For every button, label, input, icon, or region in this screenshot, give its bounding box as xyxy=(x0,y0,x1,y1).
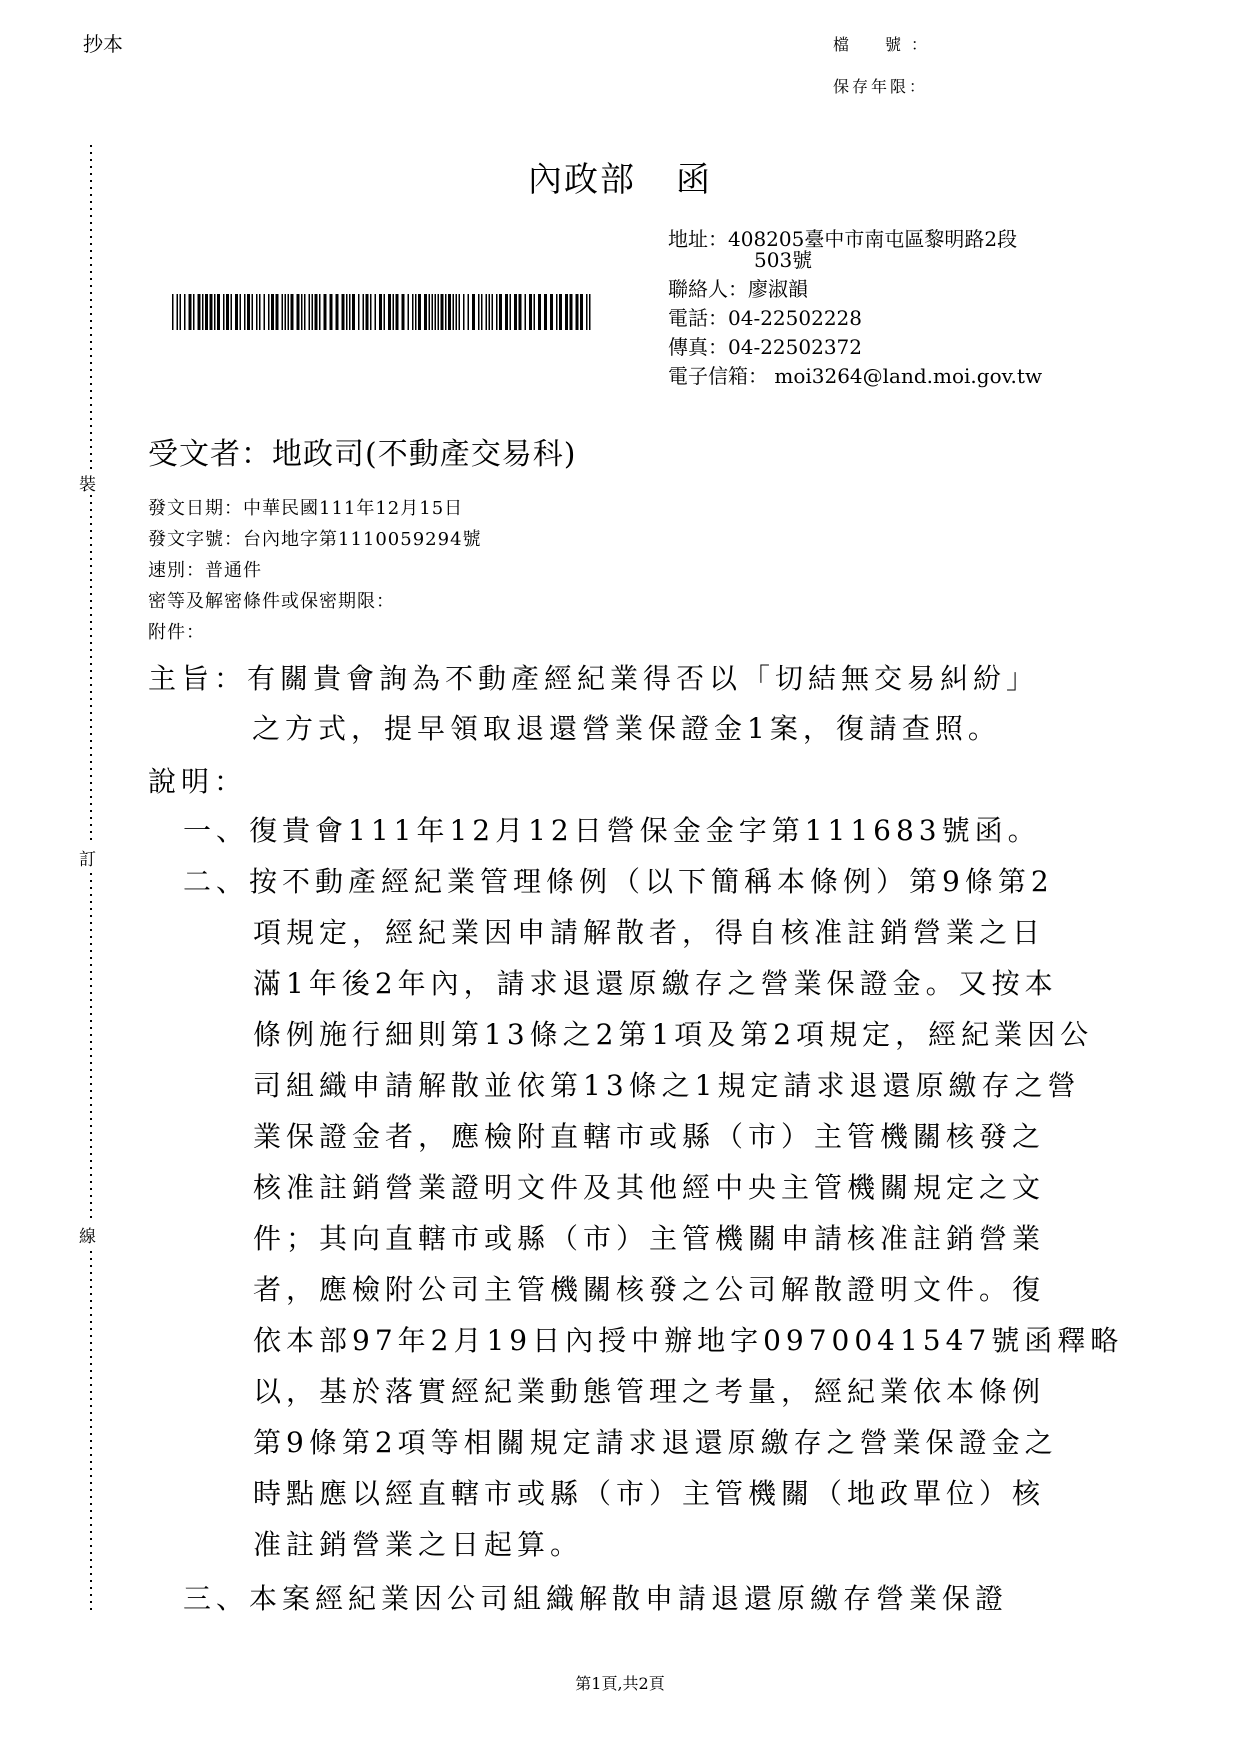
subject-line-2: 之方式，提早領取退還營業保證金1案，復請查照。 xyxy=(252,712,1001,745)
item-2-line: 第9條第2項等相關規定請求退還原繳存之營業保證金之 xyxy=(253,1426,1058,1459)
contact-block xyxy=(668,225,1042,391)
item-2-line: 司組織申請解散並依第13條之1規定請求退還原繳存之營 xyxy=(253,1069,1081,1102)
item-2-line: 滿1年後2年內，請求退還原繳存之營業保證金。又按本 xyxy=(253,967,1058,1000)
binding-dotted-line xyxy=(86,145,96,1615)
item-2-line: 項規定，經紀業因申請解散者，得自核准註銷營業之日 xyxy=(253,916,1046,949)
copy-mark: 抄本 xyxy=(83,32,123,56)
explanation-item-1: 一、復貴會111年12月12日營保金金字第111683號函。 xyxy=(183,814,1041,847)
item-2-line: 者，應檢附公司主管機關核發之公司解散證明文件。復 xyxy=(253,1273,1046,1306)
barcode xyxy=(172,294,594,330)
binding-mark-zhuang: 裝 xyxy=(79,470,96,495)
item-2-line: 以，基於落實經紀業動態管理之考量，經紀業依本條例 xyxy=(253,1375,1046,1408)
document-number: 發文字號：台內地字第1110059294號 xyxy=(148,529,482,550)
retention-period-label: 保存年限： xyxy=(833,77,929,96)
binding-mark-ding: 訂 xyxy=(79,845,96,870)
document-meta xyxy=(148,493,482,648)
explanation-item-3: 三、本案經紀業因公司組織解散申請退還原繳存營業保證 xyxy=(183,1582,1009,1615)
phone-number: 電話：04-22502228 xyxy=(668,306,863,330)
item-2-line: 依本部97年2月19日內授中辦地字0970041547號函釋略 xyxy=(253,1324,1124,1357)
subject xyxy=(148,654,1039,754)
item-2-line: 核准註銷營業證明文件及其他經中央主管機關規定之文 xyxy=(253,1171,1046,1204)
agency-name: 內政部 xyxy=(528,160,636,200)
address-line-1: 地址：408205臺中市南屯區黎明路2段 xyxy=(668,227,1018,251)
page-number: 第1頁,共2頁 xyxy=(575,1674,665,1693)
explanation-item-2 xyxy=(183,856,1123,1570)
subject-line-1: 主旨：有關貴會詢為不動產經紀業得否以「切結無交易糾紛」 xyxy=(148,662,1040,695)
item-2-line: 業保證金者，應檢附直轄市或縣（市）主管機關核發之 xyxy=(253,1120,1046,1153)
attachments: 附件： xyxy=(148,622,205,643)
document-type: 函 xyxy=(676,160,712,200)
document-title xyxy=(0,152,1240,201)
secrecy-level: 密等及解密條件或保密期限： xyxy=(148,591,395,612)
file-number-label: 檔 號： xyxy=(833,35,938,54)
item-2-line: 二、按不動產經紀業管理條例（以下簡稱本條例）第9條第2 xyxy=(183,865,1054,898)
delivery-speed: 速別：普通件 xyxy=(148,560,262,581)
contact-person: 聯絡人：廖淑韻 xyxy=(668,277,808,301)
email-address: 電子信箱： moi3264@land.moi.gov.tw xyxy=(668,364,1043,388)
issue-date: 發文日期：中華民國111年12月15日 xyxy=(148,498,464,519)
address-line-2: 503號 xyxy=(754,248,813,272)
item-2-line: 時點應以經直轄市或縣（市）主管機關（地政單位）核 xyxy=(253,1477,1046,1510)
item-2-line: 准註銷營業之日起算。 xyxy=(253,1528,584,1561)
binding-mark-xian: 線 xyxy=(79,1222,96,1247)
item-2-line: 件；其向直轄市或縣（市）主管機關申請核准註銷營業 xyxy=(253,1222,1046,1255)
recipient: 受文者：地政司(不動產交易科) xyxy=(148,437,577,472)
item-2-line: 條例施行細則第13條之2第1項及第2項規定，經紀業因公 xyxy=(253,1018,1094,1051)
explanation-heading: 說明： xyxy=(148,765,248,798)
fax-number: 傳真：04-22502372 xyxy=(668,335,863,359)
